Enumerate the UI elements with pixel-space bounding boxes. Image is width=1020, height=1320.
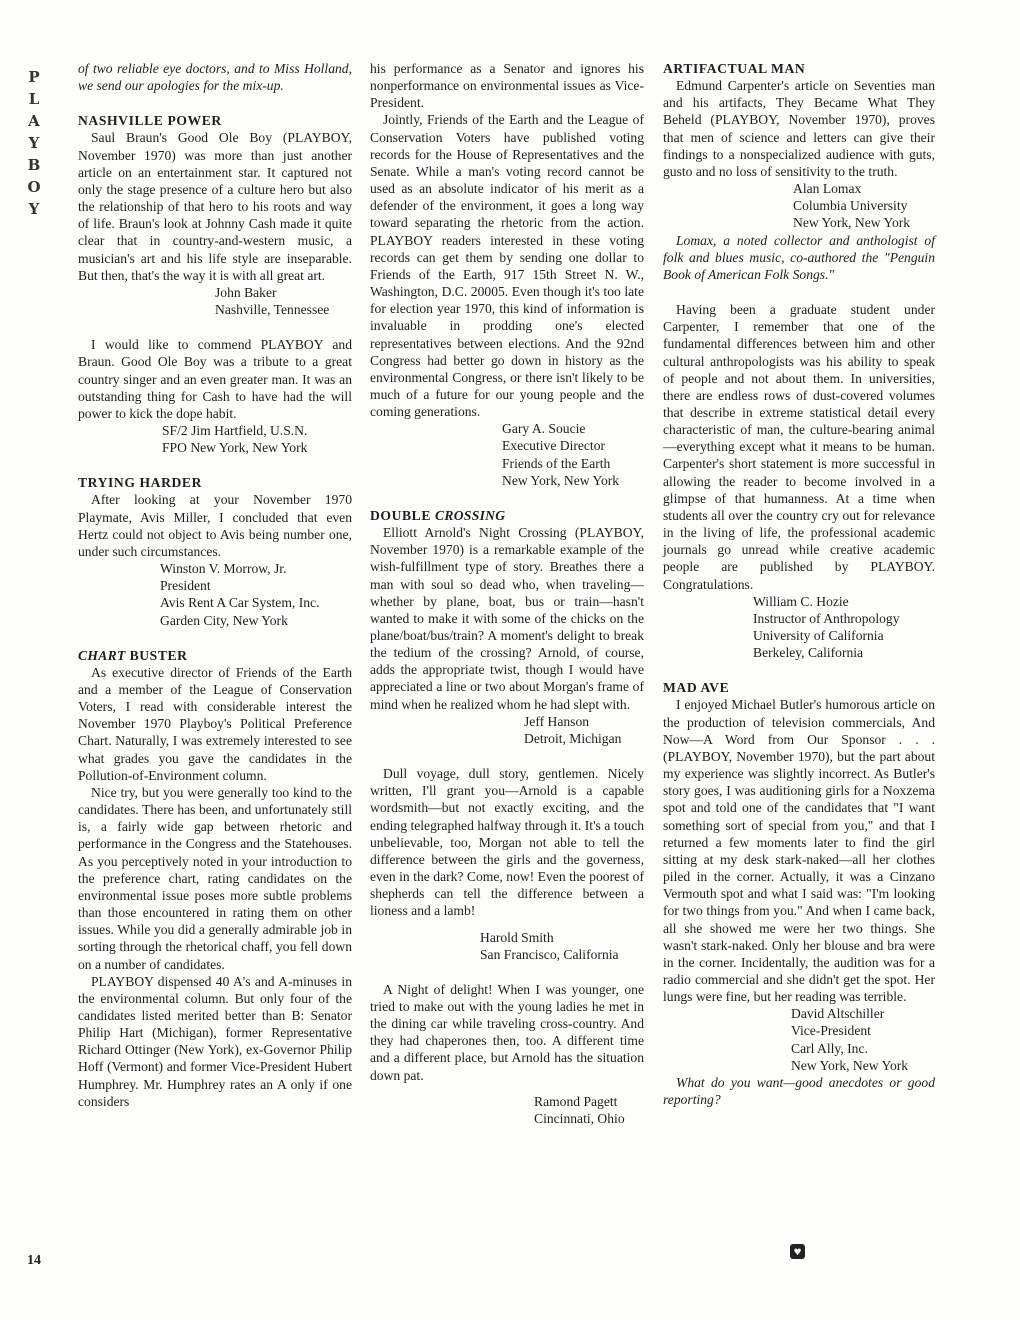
editorial-reply: What do you want—good anecdotes or good reporting? xyxy=(663,1074,935,1108)
signature-place: Berkeley, California xyxy=(753,645,864,661)
editorial-reply: Lomax, a noted collector and anthologist of folk and blues music, co-authored the "Penguin Book of American Folk Songs." xyxy=(663,232,935,282)
signature-place: San Francisco, California xyxy=(480,946,619,962)
section-heading: NASHVILLE POWER xyxy=(78,113,222,129)
signature-place: New York, New York xyxy=(793,215,911,231)
column-1 xyxy=(78,60,352,1110)
section-heading xyxy=(78,647,352,664)
letter-body: Having been a graduate student under Carpenter, I remember that one of the fundamental differences between him and other cultural anthropologists was his ability to speak of people and not about them. In universities, there are endless rows of dust-covered volumes that describe in extreme statistical detail every characteristic of man, the culture-bearing animal—everything except what it means to be human. Carpenter's short statement is more successful in allowing the reader to become involved in a glimpse of that humanness. At a time when students all over the country cry out for relevance in the living of life, the professional academic journals go unread while creative academic people are published by PLAYBOY. Congratulations. xyxy=(663,302,935,592)
heading-italic-part: CHART xyxy=(78,647,126,663)
column-2 xyxy=(370,60,644,1127)
signature-place: Cincinnati, Ohio xyxy=(534,1110,625,1126)
letter-body: Saul Braun's Good Ole Boy (PLAYBOY, November 1970) was more than just another article on an entertainment star. It captured not only the stage presence of a culture hero but also the relationship of that hero to his roots and way of life. Braun's look at Johnny Cash made it quite clear that in country-and-western music, a musician's art and his life style are inseparable. But then, that's the way it is with all great art. xyxy=(78,130,352,283)
letter-paragraph: Jointly, Friends of the Earth and the League of Conservation Voters have published voting records for the House of Representatives and the Senate. While a man's voting record cannot be used as an absolute indicator of his merit as a defender of the environment, it goes a long way toward separating the rhetoric from the action. PLAYBOY readers interested in these voting records can get them by sending one dollar to Friends of the Earth, 917 15th Street N. W., Washington, D.C. 20005. Even though it's too late for election year 1970, this kind of information is invaluable in prodding one's elected representatives between elections. And the 92nd Congress had better go down in history as the environmental Congress, or there isn't likely to be much of a future for our young people and the coming generations. xyxy=(370,112,644,420)
letter-body: A Night of delight! When I was younger, one tried to make out with the young ladies he met in the dining car while traveling cross-country. And they had chaperones then, too. A different time and a different place, but Arnold has the situation down pat. xyxy=(370,981,644,1083)
masthead-letter: L xyxy=(28,90,40,108)
section-heading: TRYING HARDER xyxy=(78,475,203,491)
section-heading xyxy=(370,507,644,524)
letter-body: I enjoyed Michael Butler's humorous article on the production of television commercials, And Now—A Word from Our Sponsor . . . (PLAYBOY, November 1970), but the part about my experience was slightly incorrect. As Butler's story goes, I was auditioning girls for a Noxzema spot and told one of the candidates that "I want something sort of special from you," and that I returned a few moments later to find the girl sitting at my desk stark-naked—all her clothes piled in the corner. Actually, it was a Cinzano Vermouth spot and what I said was: "I'm looking for two things from you." And when I came back, all she showed me were her two things. She wasn't stark-naked. Only her blouse and bra were in the corner. Incidentally, the audition was for a radio commercial and she didn't get the spot. Her lungs were fine, but her reading was terrible. xyxy=(663,697,935,1005)
letter-paragraph: Nice try, but you were generally too kind to the candidates. There has been, and unfortunately still is, a fairly wide gap between rhetoric and performance in the Congress and the Statehouses. As you perceptively noted in your introduction to the preference chart, rating candidates on the environmental issue poses more subtle problems than those encountered in rating them on other issues. While you did a generally admirable job in sorting through the rhetorical chaff, you fell down on a number of candidates. xyxy=(78,784,352,972)
signature xyxy=(78,284,352,318)
signature-place: Detroit, Michigan xyxy=(524,730,622,746)
signature xyxy=(663,593,935,662)
column-3 xyxy=(663,60,935,1108)
letter-body: After looking at your November 1970 Playmate, Avis Miller, I concluded that even Hertz could not object to Avis being number one, under such circumstances. xyxy=(78,492,352,559)
signature xyxy=(663,180,935,231)
signature-title: Vice-President xyxy=(791,1023,871,1039)
signature-name: Gary A. Soucie xyxy=(502,421,586,437)
signature-org: Avis Rent A Car System, Inc. xyxy=(160,595,320,611)
signature-place: Nashville, Tennessee xyxy=(215,302,330,318)
masthead-letter: Y xyxy=(28,134,40,152)
signature-title: President xyxy=(160,578,211,594)
masthead-letter: O xyxy=(27,178,41,196)
signature-name: David Altschiller xyxy=(791,1006,885,1022)
letter-paragraph: his performance as a Senator and ignores his nonperformance on environmental issues as Vice-President. xyxy=(370,61,644,111)
signature-title: Instructor of Anthropology xyxy=(753,610,900,626)
signature-place: Garden City, New York xyxy=(160,612,288,628)
signature-name: SF/2 Jim Hartfield, U.S.N. xyxy=(162,422,308,438)
letter-body: I would like to commend PLAYBOY and Braun. Good Ole Boy was a tribute to a great country singer and an even greater man. It was an outstanding thing for Cash to have had the will power to kick the dope habit. xyxy=(78,337,352,421)
signature-org: Carl Ally, Inc. xyxy=(791,1040,868,1056)
masthead-letter: Y xyxy=(28,200,40,218)
signature xyxy=(370,929,644,963)
signature-name: John Baker xyxy=(215,284,277,300)
signature-org: Columbia University xyxy=(793,198,908,214)
letter-body: Edmund Carpenter's article on Seventies man and his artifacts, They Became What They Beheld (PLAYBOY, November 1970), proves that men of science and letters can give their findings to a nonspecialized audience with guts, gusto and no loss of sensitivity to the truth. xyxy=(663,78,935,179)
signature-place: New York, New York xyxy=(791,1057,909,1073)
signature xyxy=(78,422,352,456)
signature-name: Alan Lomax xyxy=(793,181,862,197)
page-number: 14 xyxy=(27,1253,41,1268)
heading-plain-part: DOUBLE xyxy=(370,507,436,523)
signature xyxy=(663,1005,935,1074)
signature-org: University of California xyxy=(753,628,884,643)
masthead-letter: A xyxy=(28,112,40,130)
signature xyxy=(370,420,644,489)
signature-name: Harold Smith xyxy=(480,929,554,945)
section-heading: MAD AVE xyxy=(663,680,730,696)
letter-body: Dull voyage, dull story, gentlemen. Nicely written, I'll grant you—Arnold is a capable wordsmith—but not exactly exciting, and the ending telegraphed halfway through it. It's a touch unbelievable, too, Morgan not able to tell the difference between the girls and the governess, even in the dark? Come, now! Even the poorest of shepherds can tell the difference between a lioness and a lamb! xyxy=(370,766,644,919)
section-heading: ARTIFACTUAL MAN xyxy=(663,61,806,76)
magazine-masthead xyxy=(26,66,42,220)
masthead-letter: P xyxy=(28,68,40,86)
signature xyxy=(370,1093,644,1127)
signature-org: Friends of the Earth xyxy=(502,455,611,471)
signature-place: FPO New York, New York xyxy=(162,440,308,456)
heading-rest: BUSTER xyxy=(125,647,188,663)
signature-title: Executive Director xyxy=(502,438,606,454)
letter-paragraph: As executive director of Friends of the Earth and a member of the League of Conservation Voters, I read with considerable interest the November 1970 Playboy's Political Preference Chart. Naturally, I was extremely interested to see what grades you gave the candidates in the Pollution-of-Environment column. xyxy=(78,664,352,783)
signature-name: Winston V. Morrow, Jr. xyxy=(160,561,287,577)
signature xyxy=(370,713,644,747)
rabbit-logo-icon xyxy=(790,1244,805,1259)
heading-italic-part: CROSSING xyxy=(435,507,506,523)
letter-body: Elliott Arnold's Night Crossing (PLAYBOY, November 1970) is a remarkable example of the wish-fulfillment type of story. Breathes there a man with soul so dead who, when traveling—whether by plane, boat, bus or train—hasn't wanted to make it with some of the chicks on the plane/boat/bus/train? A moment's delight to break the tedium of the crossing? Arnold, of course, adds the appropriate twist, though I would have appreciated a line or two about Morgan's frame of mind when he realized whom he had slept with. xyxy=(370,525,644,712)
masthead-letter: B xyxy=(27,156,41,174)
signature-name: Jeff Hanson xyxy=(524,713,590,729)
signature-name: William C. Hozie xyxy=(753,593,849,609)
letter-paragraph: PLAYBOY dispensed 40 A's and A-minuses in the environmental column. But only four of the candidates listed merited better than B: Senator Philip Hart (Michigan), former Representative Richard Ottinger (New York), ex-Governor Philip Hoff (Vermont) and former Vice-President Hubert Humphrey. Mr. Humphrey rates an A only if one considers xyxy=(78,973,352,1109)
signature-place: New York, New York xyxy=(502,472,620,488)
signature xyxy=(78,560,352,629)
editorial-reply: of two reliable eye doctors, and to Miss Holland, we send our apologies for the mix-up. xyxy=(78,61,352,94)
signature-name: Ramond Pagett xyxy=(534,1093,618,1109)
